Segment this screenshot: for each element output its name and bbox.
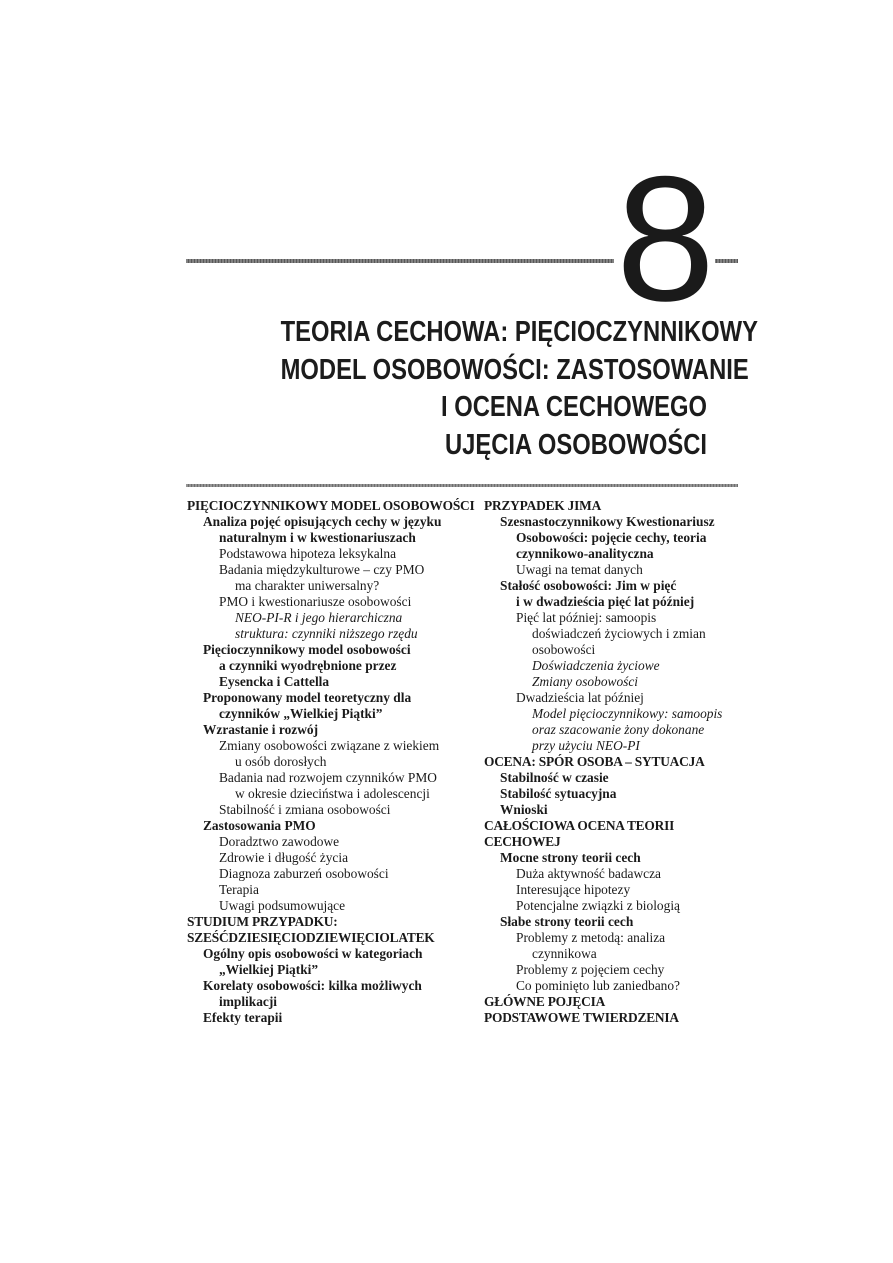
toc-entry-continuation: „Wielkiej Piątki”: [219, 962, 319, 977]
chapter-title-line: TEORIA CECHOWA: PIĘCIOCZYNNIKOWY: [280, 316, 758, 348]
toc-entry: [484, 770, 744, 786]
toc-entry-text: Stabilość sytuacyjna: [500, 786, 617, 801]
toc-entry: [187, 818, 477, 834]
toc-entry-text: Co pominięto lub zaniedbano?: [516, 978, 680, 993]
toc-entry-continuation: ma charakter uniwersalny?: [235, 578, 380, 593]
toc-entry-text: Doradztwo zawodowe: [219, 834, 340, 849]
toc-entry: [187, 770, 477, 802]
toc-entry: [187, 546, 477, 562]
toc-entry: [187, 914, 477, 930]
toc-entry: [484, 754, 744, 770]
toc-entry: [187, 690, 477, 722]
toc-entry-continuation: osobowości: [532, 642, 596, 657]
toc-entry-text: PODSTAWOWE TWIERDZENIA: [484, 1010, 679, 1025]
toc-entry-text: Uwagi na temat danych: [516, 562, 643, 577]
toc-entry: [187, 514, 477, 546]
toc-entry: [484, 562, 744, 578]
toc-entry: [484, 994, 744, 1010]
toc-right-column: [484, 498, 744, 1026]
toc-entry: [484, 930, 744, 962]
chapter-number: 8: [616, 139, 713, 338]
toc-entry: [187, 594, 477, 610]
chapter-title-line: MODEL OSOBOWOŚCI: ZASTOSOWANIE: [280, 353, 749, 386]
toc-entry: [187, 1010, 477, 1026]
toc-entry: [187, 946, 477, 978]
toc-entry-text: PIĘCIOCZYNNIKOWY MODEL OSOBOWOŚCI: [187, 498, 475, 513]
toc-entry-text: Mocne strony teorii cech: [500, 850, 641, 865]
toc-entry: [187, 722, 477, 738]
toc-entry: [187, 834, 477, 850]
toc-entry-text: Potencjalne związki z biologią: [516, 898, 680, 913]
toc-entry-text: STUDIUM PRZYPADKU:: [187, 914, 338, 929]
toc-entry-text: Zastosowania PMO: [203, 818, 316, 833]
chapter-title-line: I OCENA CECHOWEGO: [440, 391, 707, 423]
toc-entry: [484, 978, 744, 994]
toc-entry: [187, 738, 477, 770]
toc-entry-continuation: a czynniki wyodrębnione przez: [219, 658, 397, 673]
toc-entry-continuation: Osobowości: pojęcie cechy, teoria: [516, 530, 707, 545]
toc-entry-text: Stałość osobowości: Jim w pięć: [500, 578, 677, 593]
toc-entry: [484, 1010, 744, 1026]
toc-entry: [187, 978, 477, 1010]
toc-entry-continuation: oraz szacowanie żony dokonane: [532, 722, 705, 737]
toc-entry-text: Pięcioczynnikowy model osobowości: [203, 642, 411, 657]
toc-entry-text: Analiza pojęć opisujących cechy w języku: [203, 514, 442, 529]
toc-entry: [484, 610, 744, 658]
toc-entry-text: Model pięcioczynnikowy: samoopis: [532, 706, 723, 721]
toc-entry-text: Problemy z pojęciem cechy: [516, 962, 665, 977]
toc-entry: [187, 866, 477, 882]
toc-entry: [484, 498, 744, 514]
toc-entry: [484, 802, 744, 818]
toc-entry-continuation: implikacji: [219, 994, 278, 1009]
toc-entry-text: Zmiany osobowości związane z wiekiem: [219, 738, 440, 753]
toc-entry: [187, 802, 477, 818]
toc-entry-text: Badania nad rozwojem czynników PMO: [219, 770, 437, 785]
toc-entry-text: Diagnoza zaburzeń osobowości: [219, 866, 389, 881]
toc-entry: [484, 818, 744, 834]
chapter-title: [280, 314, 758, 464]
toc-entry-continuation: w okresie dzieciństwa i adolescencji: [235, 786, 430, 801]
toc-entry: [484, 882, 744, 898]
toc-entry-text: SZEŚĆDZIESIĘCIODZIEWIĘCIOLATEK: [187, 930, 435, 945]
toc-entry: [187, 610, 477, 642]
toc-entry-continuation: i w dwadzieścia pięć lat później: [516, 594, 695, 609]
toc-entry-continuation: przy użyciu NEO-PI: [532, 738, 640, 753]
toc-entry: [484, 834, 744, 850]
chapter-title-line: UJĘCIA OSOBOWOŚCI: [444, 428, 707, 461]
toc-entry: [484, 866, 744, 882]
toc-entry-text: Pięć lat później: samoopis: [516, 610, 657, 625]
toc-entry: [484, 914, 744, 930]
toc-entry-text: Wnioski: [500, 802, 548, 817]
toc-entry-text: Badania międzykulturowe – czy PMO: [219, 562, 425, 577]
toc-entry: [187, 898, 477, 914]
toc-entry-continuation: naturalnym i w kwestionariuszach: [219, 530, 416, 545]
toc-entry: [187, 850, 477, 866]
toc-entry-text: Duża aktywność badawcza: [516, 866, 661, 881]
toc-entry: [187, 562, 477, 594]
toc-entry-continuation: czynnikowo-analityczna: [516, 546, 654, 561]
toc-entry-text: PRZYPADEK JIMA: [484, 498, 602, 513]
toc-entry-text: Słabe strony teorii cech: [500, 914, 634, 929]
toc-entry-text: PMO i kwestionariusze osobowości: [219, 594, 412, 609]
toc-left-column: [187, 498, 477, 1026]
toc-entry: [484, 578, 744, 610]
toc-entry-text: Podstawowa hipoteza leksykalna: [219, 546, 397, 561]
toc-entry-continuation: Eysencka i Cattella: [219, 674, 330, 689]
toc-entry-continuation: struktura: czynniki niższego rzędu: [235, 626, 418, 641]
toc-entry-text: Wzrastanie i rozwój: [203, 722, 319, 737]
toc-entry: [484, 786, 744, 802]
toc-entry: [484, 962, 744, 978]
toc-entry-text: OCENA: SPÓR OSOBA – SYTUACJA: [484, 754, 705, 769]
toc-entry-text: Efekty terapii: [203, 1010, 283, 1025]
toc-entry-text: Terapia: [219, 882, 259, 897]
toc-entry: [187, 882, 477, 898]
toc-entry-text: NEO-PI-R i jego hierarchiczna: [235, 610, 403, 625]
toc-entry-text: Dwadzieścia lat później: [516, 690, 644, 705]
toc-entry-text: GŁÓWNE POJĘCIA: [484, 994, 606, 1009]
toc-entry-text: Problemy z metodą: analiza: [516, 930, 666, 945]
toc-entry-continuation: czynników „Wielkiej Piątki”: [219, 706, 383, 721]
toc-entry: [484, 690, 744, 706]
toc-entry: [484, 850, 744, 866]
toc-entry-text: Szesnastoczynnikowy Kwestionariusz: [500, 514, 715, 529]
toc-entry-text: Zdrowie i długość życia: [219, 850, 349, 865]
toc-entry: [484, 514, 744, 562]
toc-entry-continuation: doświadczeń życiowych i zmian: [532, 626, 706, 641]
toc-entry-continuation: czynnikowa: [532, 946, 597, 961]
toc-entry: [187, 498, 477, 514]
toc-entry-text: Stabilność i zmiana osobowości: [219, 802, 391, 817]
toc-entry-text: Korelaty osobowości: kilka możliwych: [203, 978, 422, 993]
toc-entry-text: Stabilność w czasie: [500, 770, 609, 785]
toc-entry: [484, 674, 744, 690]
toc-entry: [187, 642, 477, 690]
toc-entry-text: Proponowany model teoretyczny dla: [203, 690, 412, 705]
toc-entry: [484, 658, 744, 674]
contents-rule: [186, 484, 738, 487]
toc-entry-text: Ogólny opis osobowości w kategoriach: [203, 946, 423, 961]
toc-entry-text: Doświadczenia życiowe: [532, 658, 660, 673]
toc-entry: [187, 930, 477, 946]
toc-entry-text: CECHOWEJ: [484, 834, 561, 849]
toc-entry: [484, 706, 744, 754]
toc-entry-continuation: u osób dorosłych: [235, 754, 327, 769]
toc-entry-text: Interesujące hipotezy: [516, 882, 631, 897]
toc-entry-text: Uwagi podsumowujące: [219, 898, 346, 913]
toc-entry: [484, 898, 744, 914]
toc-entry-text: CAŁOŚCIOWA OCENA TEORII: [484, 818, 675, 833]
toc-entry-text: Zmiany osobowości: [532, 674, 639, 689]
